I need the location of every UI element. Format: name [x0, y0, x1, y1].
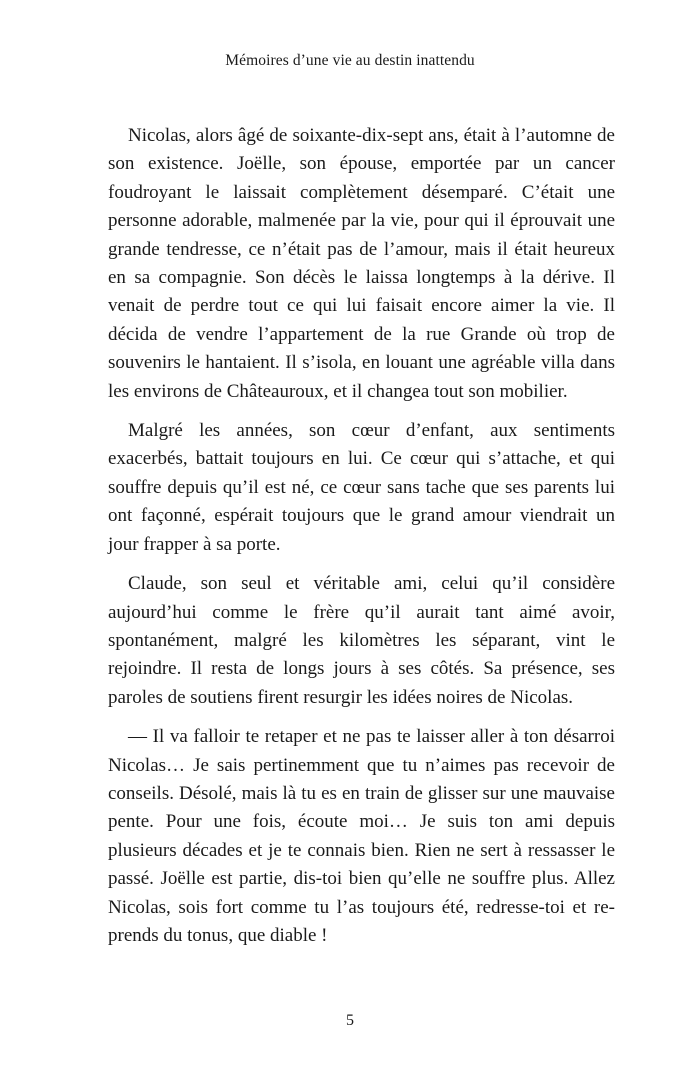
- paragraph-3: Claude, son seul et véritable ami, celui qu’il considère aujourd’hui comme le frère qu’il aurait tant aimé avoir, spontanément, malgré les kilomètres les séparant, vint le rejoindre. Il resta de longs jours à ses côtés. Sa présence, ses paroles de soutiens firent resurgir les idées noires de Nicolas.: [108, 573, 615, 708]
- paragraph-2: Malgré les années, son cœur d’enfant, aux sentiments exacerbés, battait toujours en lui. Ce cœur qui s’attache, et qui souffre depuis qu’il est né, ce cœur sans tache que ses parents lui ont façonné, espérait toujours que le grand amour viendrait un jour frapper à sa porte.: [108, 420, 615, 555]
- running-header: Mémoires d’une vie au destin inattendu: [225, 52, 475, 69]
- page-body: [108, 122, 615, 961]
- paragraph-4: — Il va falloir te retaper et ne pas te laisser aller à ton désarroi Nicolas… Je sais pertinemment que tu n’aimes pas recevoir de conseils. Désolé, mais là tu es en train de glisser sur une mauvaise pente. Pour une fois, écoute moi… Je suis ton ami depuis plusieurs décades et je te connais bien. Rien ne sert à ressasser le passé. Joëlle est partie, dis-toi bien qu’elle ne souffre plus. Allez Nicolas, sois fort comme tu l’as toujours été, redresse-toi et reprends du tonus, que diable !: [108, 726, 615, 946]
- paragraph-1: Nicolas, alors âgé de soixante-dix-sept ans, était à l’automne de son existence. Joëlle, son épouse, emportée par un cancer foudroyant le laissait complètement désemparé. C’était une personne adorable, malmenée par la vie, pour qui il éprouvait une grande tendresse, ce n’était pas de l’amour, mais il était heureux en sa compagnie. Son décès le laissa longtemps à la dérive. Il venait de perdre tout ce qui lui faisait encore aimer la vie. Il décida de vendre l’appartement de la rue Grande où trop de souvenirs le hantaient. Il s’isola, en louant une agréable villa dans les environs de Châteauroux, et il changea tout son mobilier.: [108, 125, 615, 402]
- page-number: 5: [346, 1012, 354, 1029]
